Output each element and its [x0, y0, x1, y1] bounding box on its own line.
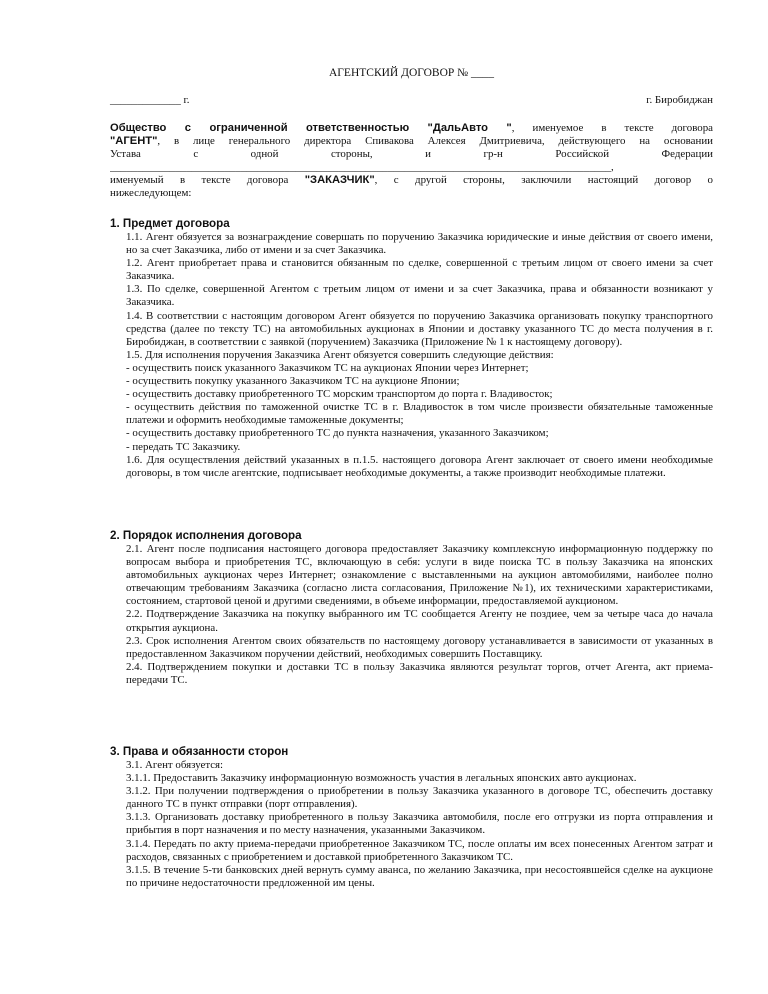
section-heading: 3. Права и обязанности сторон: [110, 745, 289, 758]
list-item: - осуществить покупку указанного Заказчиком ТС на аукционе Японии;: [126, 375, 460, 388]
clause: 2.3. Срок исполнения Агентом своих обязательств по настоящему договору устанавливается в зависимости от указанных в предоставленном Заказчиком поручении действий, необходимых совершить Поставщику.: [126, 634, 713, 660]
preamble-line-1: Общество с ограниченной ответственностью "ДальАвто ", именуемое в тексте договора: [110, 122, 713, 134]
list-item: - осуществить поиск указанного Заказчиком ТС на аукционах Японии через Интернет;: [126, 361, 529, 374]
clause: 3.1.1. Предоставить Заказчику информационную возможность участия в легальных японских авто аукционах.: [126, 772, 637, 785]
company-name: Общество с ограниченной ответственностью "ДальАвто ": [110, 122, 512, 134]
agent-term: "АГЕНТ": [110, 135, 158, 148]
date-place-line: [110, 94, 713, 108]
list-item: - осуществить доставку приобретенного ТС морским транспортом до порта г. Владивосток;: [126, 388, 553, 401]
clause: 2.4. Подтверждением покупки и доставки ТС в пользу Заказчика являются результат торгов, отчет Агента, акт приема-передачи ТС.: [126, 660, 713, 686]
clause: 3.1.3. Организовать доставку приобретенного в пользу Заказчика автомобиля, после его отгрузки из порта отправления и прибытия в порт назначения и по месту назначения, указанными Заказчиком.: [126, 811, 713, 837]
section-heading: 1. Предмет договора: [110, 217, 230, 230]
section-3: [110, 745, 713, 890]
clause: 3.1.4. Передать по акту приема-передачи приобретенное Заказчиком ТС, после оплаты им всех понесенных Агентом затрат и расходов, связанных с приобретением и доставкой приобретенного Заказчиком ТС.: [126, 837, 713, 863]
clause: 2.1. Агент после подписания настоящего договора предоставляет Заказчику комплексную информационную поддержку по вопросам выбора и приобретения ТС, включающую в себя: услуги в виде поиска ТС в пользу Заказчика на японских автомобильных аукционах через Интернет; ознакомление с выставленными на аукцион автомобилями, наиболее полно отвечающим требованиям Заказчика (согласно листа согласования, Приложение №1), их техническими характеристиками, состоянием, стартовой ценой и другими сведениями, в объеме информации, предоставляемой аукционом.: [126, 543, 713, 608]
clause: 2.2. Подтверждение Заказчика на покупку выбранного им ТС сообщается Агенту не поздиее, чем за четыре часа до начала открытия аукциона.: [126, 608, 713, 634]
preamble-line-2: "АГЕНТ", в лице генерального директора Спивакова Алексея Дмитриевича, действующего на основании: [110, 135, 713, 148]
clause: 3.1. Агент обязуется:: [126, 759, 224, 771]
preamble-line-3: Устава с одной стороны, и гр-н Российской Федерации: [110, 148, 713, 161]
list-item: - осуществить доставку приобретенного ТС до пункта назначения, указанного Заказчиком;: [126, 427, 549, 440]
preamble-line-5: именуемый в тексте договора "ЗАКАЗЧИК", с другой стороны, заключили настоящий договор о: [110, 174, 714, 187]
section-heading: 2. Порядок исполнения договора: [110, 529, 302, 542]
clause: 1.2. Агент приобретает права и становится обязанным по сделке, совершенной с третьим лицом от своего имени за счет Заказчика.: [126, 257, 713, 283]
clause: 1.1. Агент обязуется за вознаграждение совершать по поручению Заказчика юридические и иные действия от своего имени, но за счет Заказчика, либо от имени и за счет Заказчика.: [126, 231, 713, 257]
preamble-blank-line: ____________________________________________________________________________________________,: [110, 161, 614, 174]
clause: 3.1.2. При получении подтверждения о приобретении в пользу Заказчика указанного в договоре ТС, обеспечить доставку данного ТС в пункт отправки (порт отправления).: [126, 785, 713, 811]
clause: 1.3. По сделке, совершенной Агентом с третьим лицом от имени и за счет Заказчика, права и обязанности возникают у Заказчика.: [126, 283, 713, 309]
preamble: [110, 122, 713, 201]
clause: 1.5. Для исполнения поручения Заказчика Агент обязуется совершить следующие действия:: [126, 348, 554, 361]
clause: 1.6. Для осуществления действий указанных в п.1.5. настоящего договора Агент заключает от своего имени необходимые договоры, в том числе агентские, подписывает необходимые документы, а также производит необходимые платежи.: [126, 453, 713, 479]
date-blank: _____________ г.: [110, 94, 190, 106]
section-2: [110, 529, 713, 687]
clause: 3.1.5. В течение 5-ти банковских дней вернуть сумму аванса, по желанию Заказчика, при несостоявшейся сделке на аукционе по причине недостаточности предложенной им цены.: [126, 863, 713, 889]
document-title: АГЕНТСКИЙ ДОГОВОР № ____: [328, 67, 495, 79]
list-item: - осуществить действия по таможенной очистке ТС в г. Владивосток в том числе произвести обязательные таможенные платежи и оформить необходимые таможенные документы;: [126, 401, 713, 427]
preamble-line-6: нижеследующем:: [110, 187, 192, 200]
customer-term: "ЗАКАЗЧИК": [304, 174, 375, 187]
clause: 1.4. В соответствии с настоящим договором Агент обязуется по поручению Заказчика организовать покупку транспортного средства (далее по тексту ТС) на автомобильных аукционах в Японии и доставку указанного ТС до места получения в г. Биробиджан, в соответствии с заявкой (поручением) Заказчика (Приложение № 1 к настоящему договору).: [126, 309, 713, 348]
city: г. Биробиджан: [646, 94, 713, 106]
section-1: [110, 217, 713, 480]
list-item: - передать ТС Заказчику.: [126, 440, 241, 453]
